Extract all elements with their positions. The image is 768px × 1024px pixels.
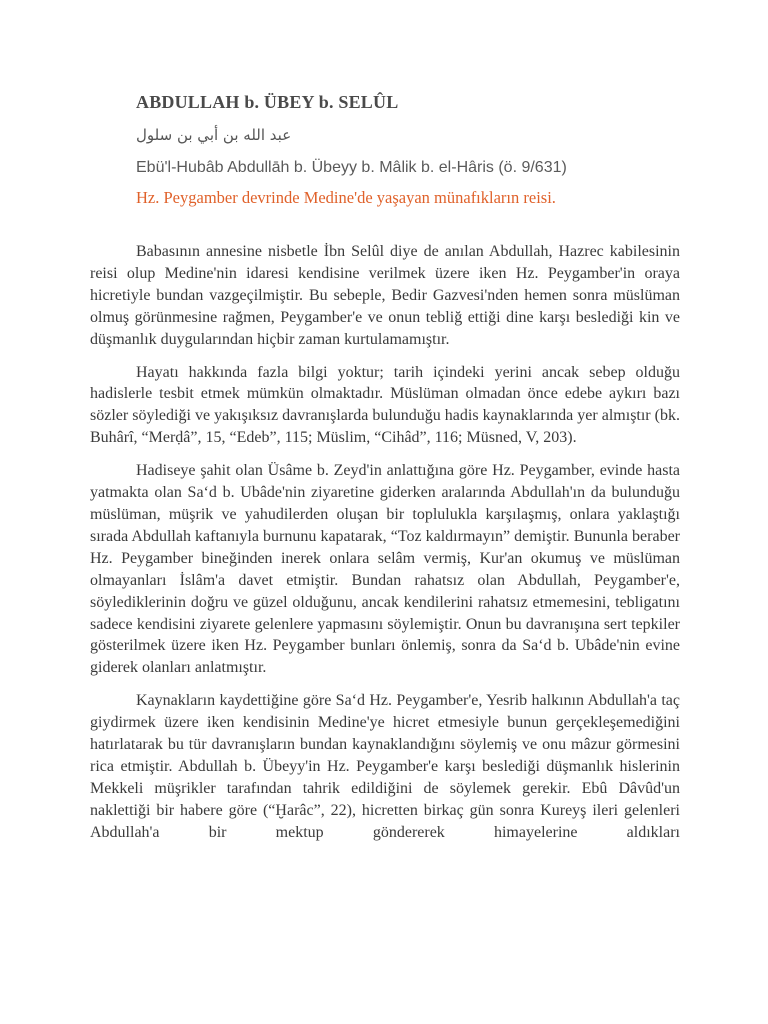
body-paragraph-4: Kaynakların kaydettiğine göre Sa‘d Hz. Peygamber'e, Yesrib halkının Abdullah'a taç giydirmek üzere iken kendisinin Medine'ye hicret etmesiyle bunun gerçekleşemediğini hatırlatarak bu tür davranışların bundan kaynaklandığını söylemiş ve onu mâzur görmesini rica etmiştir. Abdullah b. Übeyy'in Hz. Peygamber'e karşı beslediği düşmanlık hislerinin Mekkeli müşrikler tarafından tahrik edildiğini de söylemek gerekir. Ebû Dâvûd'un naklettiği bir habere göre (“Ḫarâc”, 22), hicretten birkaç gün sonra Kureyş ileri gelenleri Abdullah'a bir mektup göndererek himayelerine aldıkları [90,692,680,841]
article-body [90,241,680,844]
body-paragraph-1: Babasının annesine nisbetle İbn Selûl diye de anılan Abdullah, Hazrec kabilesinin reisi olup Medine'nin idaresi kendisine verilmek üzere iken Hz. Peygamber'in oraya hicretiyle bundan vazgeçilmiştir. Bu sebeple, Bedir Gazvesi'nden hemen sonra müslüman olmuş görünmesine rağmen, Peygamber'e ve onun tebliğ ettiği dine karşı beslediği kin ve düşmanlık duygularından hiçbir zaman kurtulamamıştır. [90,243,680,348]
body-paragraph-3: Hadiseye şahit olan Üsâme b. Zeyd'in anlattığına göre Hz. Peygamber, evinde hasta yatmakta olan Sa‘d b. Ubâde'nin ziyaretine giderken aralarında Abdullah'ın da bulunduğu müslüman, müşrik ve yahudilerden oluşan bir toplulukla karşılaşmış, onlara yaklaştığı sırada Abdullah kaftanıyla burnunu kapatarak, “Toz kaldırmayın” demiştir. Bununla beraber Hz. Peygamber bineğinden inerek onlara selâm vermiş, Kur'an okumuş ve müslüman olmayanları İslâm'a davet etmiştir. Bundan rahatsız olan Abdullah, Peygamber'e, söylediklerinin doğru ve güzel olduğunu, ancak kendilerini rahatsız etmemesini, tebligatını sadece kendisini ziyarete gelenlere yapmasını söylemiştir. Onun bu davranışına sert tepkiler gösterilmek üzere iken Hz. Peygamber bunları önlemiş, sonra da Sa‘d b. Ubâde'nin evine giderek olanları anlatmıştır. [90,462,680,677]
body-paragraph-2: Hayatı hakkında fazla bilgi yoktur; tarih içindeki yerini ancak sebep olduğu hadislerle tesbit etmek mümkün olmaktadır. Müslüman olmadan önce edebe aykırı bazı sözler söylediği ve yakışıksız davranışlarda bulunduğu hadis kaynaklarında yer almıştır (bk. Buhârî, “Merḍâ”, 15, “Edeb”, 115; Müslim, “Cihâd”, 116; Müsned, V, 203). [90,363,680,447]
arabic-name: عبد الله بن أبي بن سلول [136,126,292,144]
entry-subtitle: Hz. Peygamber devrinde Medine'de yaşayan münafıkların reisi. [136,188,556,207]
entry-title: ABDULLAH b. ÜBEY b. SELÛL [136,92,399,112]
article-page [90,88,680,855]
full-name-line: Ebü'l-Hubâb Abdullāh b. Übeyy b. Mâlik b. el-Hâris (ö. 9/631) [136,159,567,176]
